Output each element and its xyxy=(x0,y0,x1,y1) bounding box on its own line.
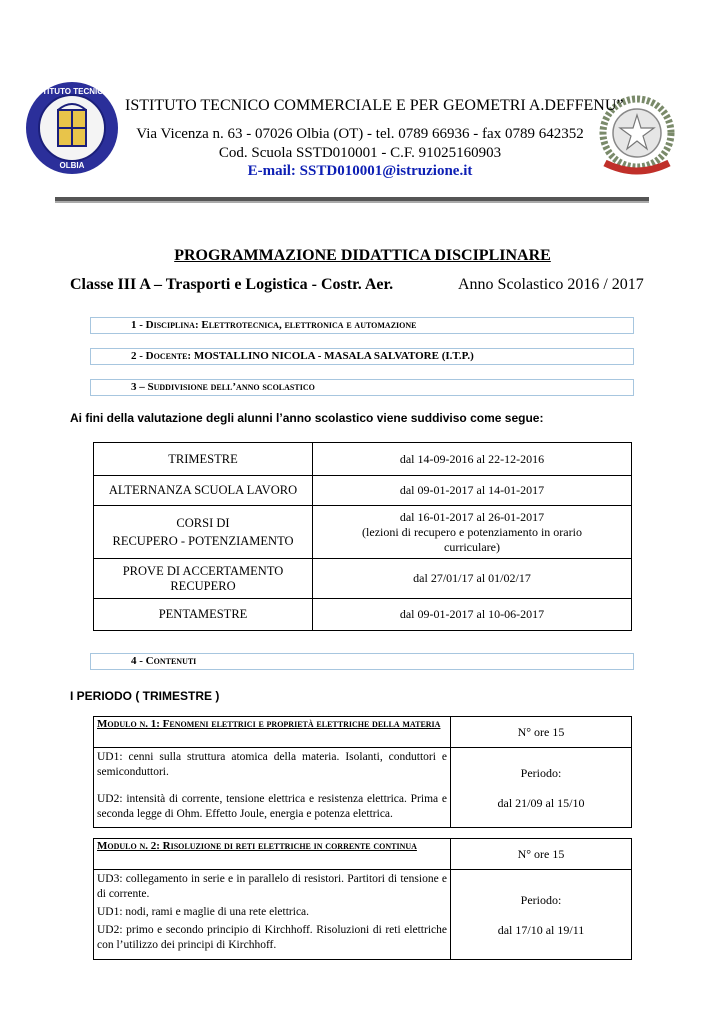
school-address: Via Vicenza n. 63 - 07026 Olbia (OT) - tel. 0789 66936 - fax 0789 642352 xyxy=(136,126,584,142)
table-row xyxy=(94,748,632,828)
section-2-heading xyxy=(131,350,474,362)
section-label: Docente: xyxy=(145,350,194,362)
school-name: ISTITUTO TECNICO COMMERCIALE E PER GEOMETRI A.DEFFENU” xyxy=(125,97,624,114)
ud-item: UD2: primo e secondo principio di Kirchhoff. Risoluzioni di reti elettriche con l’utilizzo dei principi di Kirchhoff. xyxy=(97,924,447,951)
module-period xyxy=(451,870,632,960)
table-row xyxy=(94,476,632,506)
section-2-box xyxy=(90,348,634,365)
period-name xyxy=(94,506,313,559)
period-name-line2: RECUPERO - POTENZIAMENTO xyxy=(112,533,294,548)
section-4-heading xyxy=(131,655,196,667)
period-date: dal 14-09-2016 al 22-12-2016 xyxy=(313,443,632,476)
period-date: dal 09-01-2017 al 10-06-2017 xyxy=(313,599,632,631)
period-name-line1: PROVE DI ACCERTAMENTO xyxy=(122,563,284,578)
svg-text:OLBIA: OLBIA xyxy=(59,161,85,170)
module-hours: N° ore 15 xyxy=(451,839,632,870)
table-row xyxy=(94,443,632,476)
school-code: Cod. Scuola SSTD010001 - C.F. 91025160903 xyxy=(218,145,502,161)
period-date: dal 09-01-2017 al 14-01-2017 xyxy=(313,476,632,506)
section-label: Suddivisione dell’anno scolastico xyxy=(147,381,315,393)
module-content xyxy=(94,748,451,828)
period-date: dal 27/01/17 al 01/02/17 xyxy=(313,559,632,599)
school-year: Anno Scolastico 2016 / 2017 xyxy=(458,276,644,293)
period-range: dal 21/09 al 15/10 xyxy=(497,795,585,810)
section-label: Contenuti xyxy=(145,655,197,667)
table-row xyxy=(94,559,632,599)
header-divider-shadow xyxy=(55,201,649,203)
section-number: 1 - xyxy=(131,319,146,331)
period-name: ALTERNANZA SCUOLA LAVORO xyxy=(94,476,313,506)
table-row xyxy=(94,599,632,631)
module-2-table xyxy=(93,838,632,960)
period-name-line2: RECUPERO xyxy=(170,578,236,593)
period-date xyxy=(313,506,632,559)
section-number: 4 - xyxy=(131,655,146,667)
period-label: Periodo: xyxy=(520,765,562,780)
module-period xyxy=(451,748,632,828)
section-1-box xyxy=(90,317,634,334)
section-value: MOSTALLINO NICOLA - MASALA SALVATORE (I.T.P.) xyxy=(193,350,474,362)
periods-table xyxy=(93,442,632,631)
module-content xyxy=(94,870,451,960)
period-heading: I PERIODO ( TRIMESTRE ) xyxy=(70,689,220,703)
table-row xyxy=(94,717,632,748)
class-label: Classe III A – Trasporti e Logistica - Costr. Aer. xyxy=(70,276,394,293)
school-logo xyxy=(24,80,120,176)
ud-item: UD1: nodi, rami e maglie di una rete elettrica. xyxy=(97,906,310,918)
ud-item: UD3: collegamento in serie e in parallelo di resistori. Partitori di tensione e di corrente. xyxy=(97,873,447,900)
section-4-box xyxy=(90,653,634,670)
section-number: 3 – xyxy=(131,381,148,393)
module-heading: Modulo n. 2: Risoluzione di reti elettriche in corrente continua xyxy=(94,839,451,870)
period-name-line1: CORSI DI xyxy=(176,515,230,530)
section-3-box xyxy=(90,379,634,396)
svg-text:ISTITUTO TECNICO: ISTITUTO TECNICO xyxy=(34,87,110,96)
period-name: PENTAMESTRE xyxy=(94,599,313,631)
school-email[interactable]: E-mail: SSTD010001@istruzione.it xyxy=(247,163,473,179)
period-date-line: dal 16-01-2017 al 26-01-2017 xyxy=(399,509,545,524)
table-row xyxy=(94,839,632,870)
ud-item: UD1: cenni sulla struttura atomica della materia. Isolanti, conduttori e semiconduttori. xyxy=(97,751,447,778)
section-3-heading xyxy=(131,381,315,393)
module-hours: N° ore 15 xyxy=(451,717,632,748)
period-name xyxy=(94,559,313,599)
table-row xyxy=(94,870,632,960)
period-label: Periodo: xyxy=(520,892,562,907)
module-1-table xyxy=(93,716,632,828)
period-note: (lezioni di recupero e potenziamento in orario curriculare) xyxy=(362,524,582,554)
ud-item: UD2: intensità di corrente, tensione elettrica e resistenza elettrica. Prima e seconda legge di Ohm. Effetto Joule, energia e potenza elettrica. xyxy=(97,793,447,820)
section-value: Elettrotecnica, elettronica e automazione xyxy=(201,319,417,331)
section-1-heading xyxy=(131,319,417,331)
page-title: PROGRAMMAZIONE DIDATTICA DISCIPLINARE xyxy=(174,247,551,264)
section-label: Disciplina: xyxy=(145,319,202,331)
period-range: dal 17/10 al 19/11 xyxy=(497,922,585,937)
module-heading: Modulo n. 1: Fenomeni elettrici e proprietà elettriche della materia xyxy=(94,717,451,748)
table-row xyxy=(94,506,632,559)
period-name: TRIMESTRE xyxy=(94,443,313,476)
intro-text: Ai fini della valutazione degli alunni l’anno scolastico viene suddiviso come segue: xyxy=(70,411,544,425)
section-number: 2 - xyxy=(131,350,146,362)
